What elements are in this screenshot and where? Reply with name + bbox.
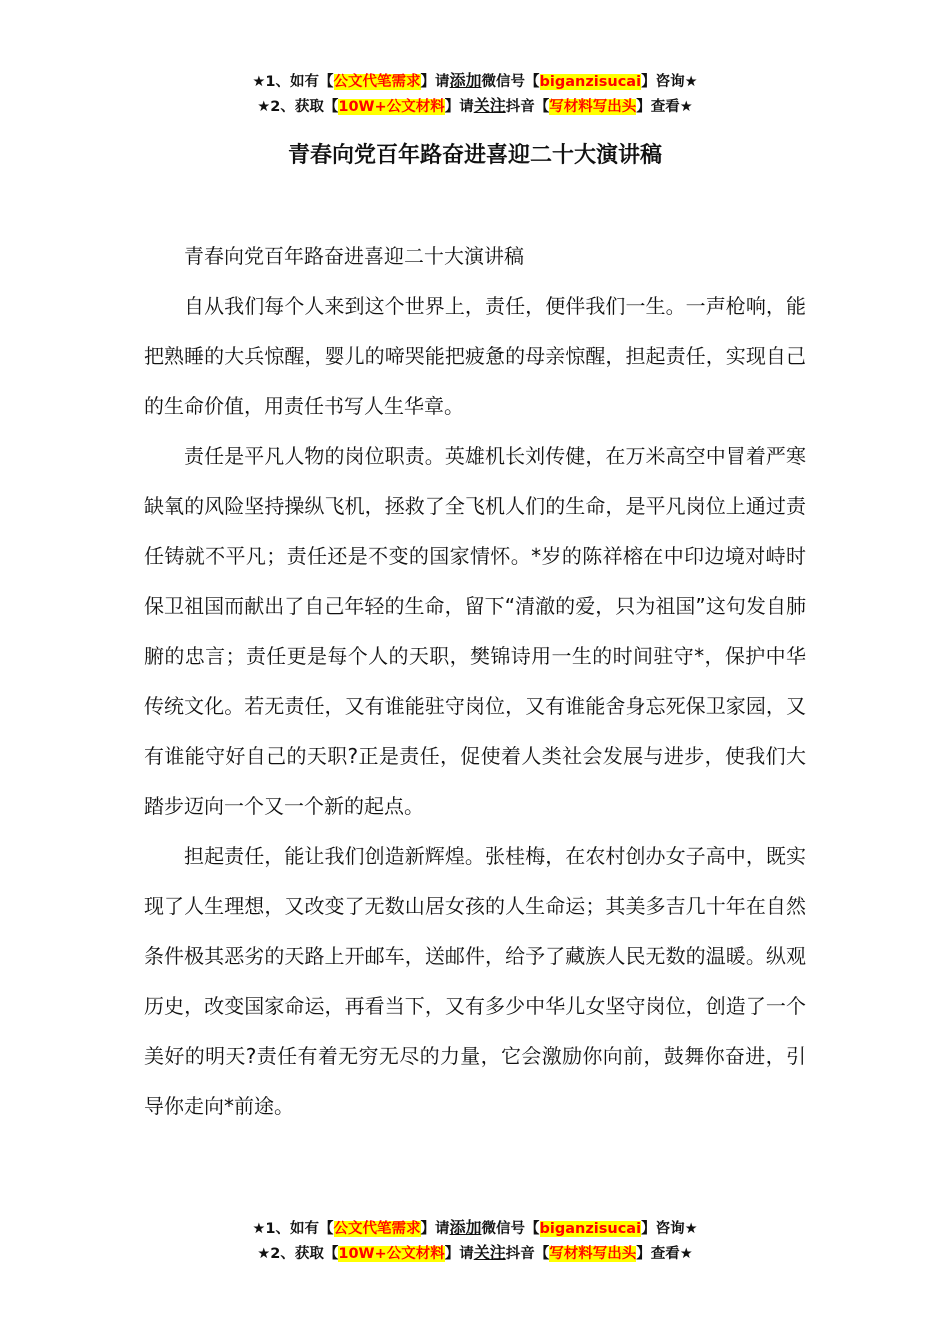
promo-highlight-wechat-id: biganzisucai	[539, 1221, 642, 1237]
promo-prefix: ★1、如有【	[252, 1221, 334, 1237]
promo-highlight-douyin: 写材料写出头	[549, 1246, 637, 1262]
promo-highlight-wechat-id: biganzisucai	[539, 74, 642, 90]
promo-suffix: 】查看★	[636, 99, 693, 115]
paragraph: 自从我们每个人来到这个世界上，责任，便伴我们一生。一声枪响，能把熟睡的大兵惊醒，婴儿的啼哭能把疲惫的母亲惊醒，担起责任，实现自己的生命价值，用责任书写人生华章。	[144, 294, 806, 418]
paragraph: 青春向党百年路奋进喜迎二十大演讲稿	[184, 244, 524, 268]
paragraph: 担起责任，能让我们创造新辉煌。张桂梅，在农村创办女子高中，既实现了人生理想，又改变了无数山居女孩的人生命运；其美多吉几十年在自然条件极其恶劣的天路上开邮车，送邮件，给予了藏族人民无数的温暖。纵观历史，改变国家命运，再看当下，又有多少中华儿女坚守岗位，创造了一个美好的明天?责任有着无穷无尽的力量，它会激励你向前，鼓舞你奋进，引导你走向*前途。	[144, 844, 806, 1118]
document-title: 青春向党百年路奋进喜迎二十大演讲稿	[287, 143, 662, 168]
promo-emphasis: 关注	[473, 1243, 506, 1262]
promo-highlight-service: 公文代笔需求	[333, 74, 421, 90]
promo-text: 】请	[444, 99, 474, 115]
promo-line-2	[0, 94, 950, 119]
promo-prefix: ★2、获取【	[257, 1246, 339, 1262]
promo-suffix: 】咨询★	[641, 74, 698, 90]
promo-text: 微信号【	[481, 1221, 540, 1237]
promo-suffix: 】咨询★	[641, 1221, 698, 1237]
promo-line-1	[0, 1216, 950, 1241]
promo-prefix: ★2、获取【	[257, 99, 339, 115]
promo-highlight-materials: 10W+公文材料	[338, 99, 445, 115]
promo-highlight-materials: 10W+公文材料	[338, 1246, 445, 1262]
promo-line-2	[0, 1241, 950, 1266]
promo-prefix: ★1、如有【	[252, 74, 334, 90]
promo-highlight-douyin: 写材料写出头	[549, 99, 637, 115]
promo-text: 】请	[420, 74, 450, 90]
footer-promo-banner	[0, 1216, 950, 1266]
promo-text: 】请	[420, 1221, 450, 1237]
promo-text: 抖音【	[505, 1246, 550, 1262]
promo-suffix: 】查看★	[636, 1246, 693, 1262]
promo-emphasis: 添加	[449, 1218, 482, 1237]
promo-line-1	[0, 69, 950, 94]
promo-text: 微信号【	[481, 74, 540, 90]
promo-emphasis: 关注	[473, 96, 506, 115]
promo-emphasis: 添加	[449, 71, 482, 90]
paragraph: 责任是平凡人物的岗位职责。英雄机长刘传健，在万米高空中冒着严寒缺氧的风险坚持操纵飞机，拯救了全飞机人们的生命，是平凡岗位上通过责任铸就不平凡；责任还是不变的国家情怀。*岁的陈祥榕在中印边境对峙时保卫祖国而献出了自己年轻的生命，留下“清澈的爱，只为祖国”这句发自肺腑的忠言；责任更是每个人的天职，樊锦诗用一生的时间驻守*，保护中华传统文化。若无责任，又有谁能驻守岗位，又有谁能舍身忘死保卫家园，又有谁能守好自己的天职?正是责任，促使着人类社会发展与进步，使我们大踏步迈向一个又一个新的起点。	[144, 444, 806, 818]
header-promo-banner	[0, 69, 950, 119]
document-body	[144, 231, 806, 1131]
promo-text: 】请	[444, 1246, 474, 1262]
promo-highlight-service: 公文代笔需求	[333, 1221, 421, 1237]
promo-text: 抖音【	[505, 99, 550, 115]
